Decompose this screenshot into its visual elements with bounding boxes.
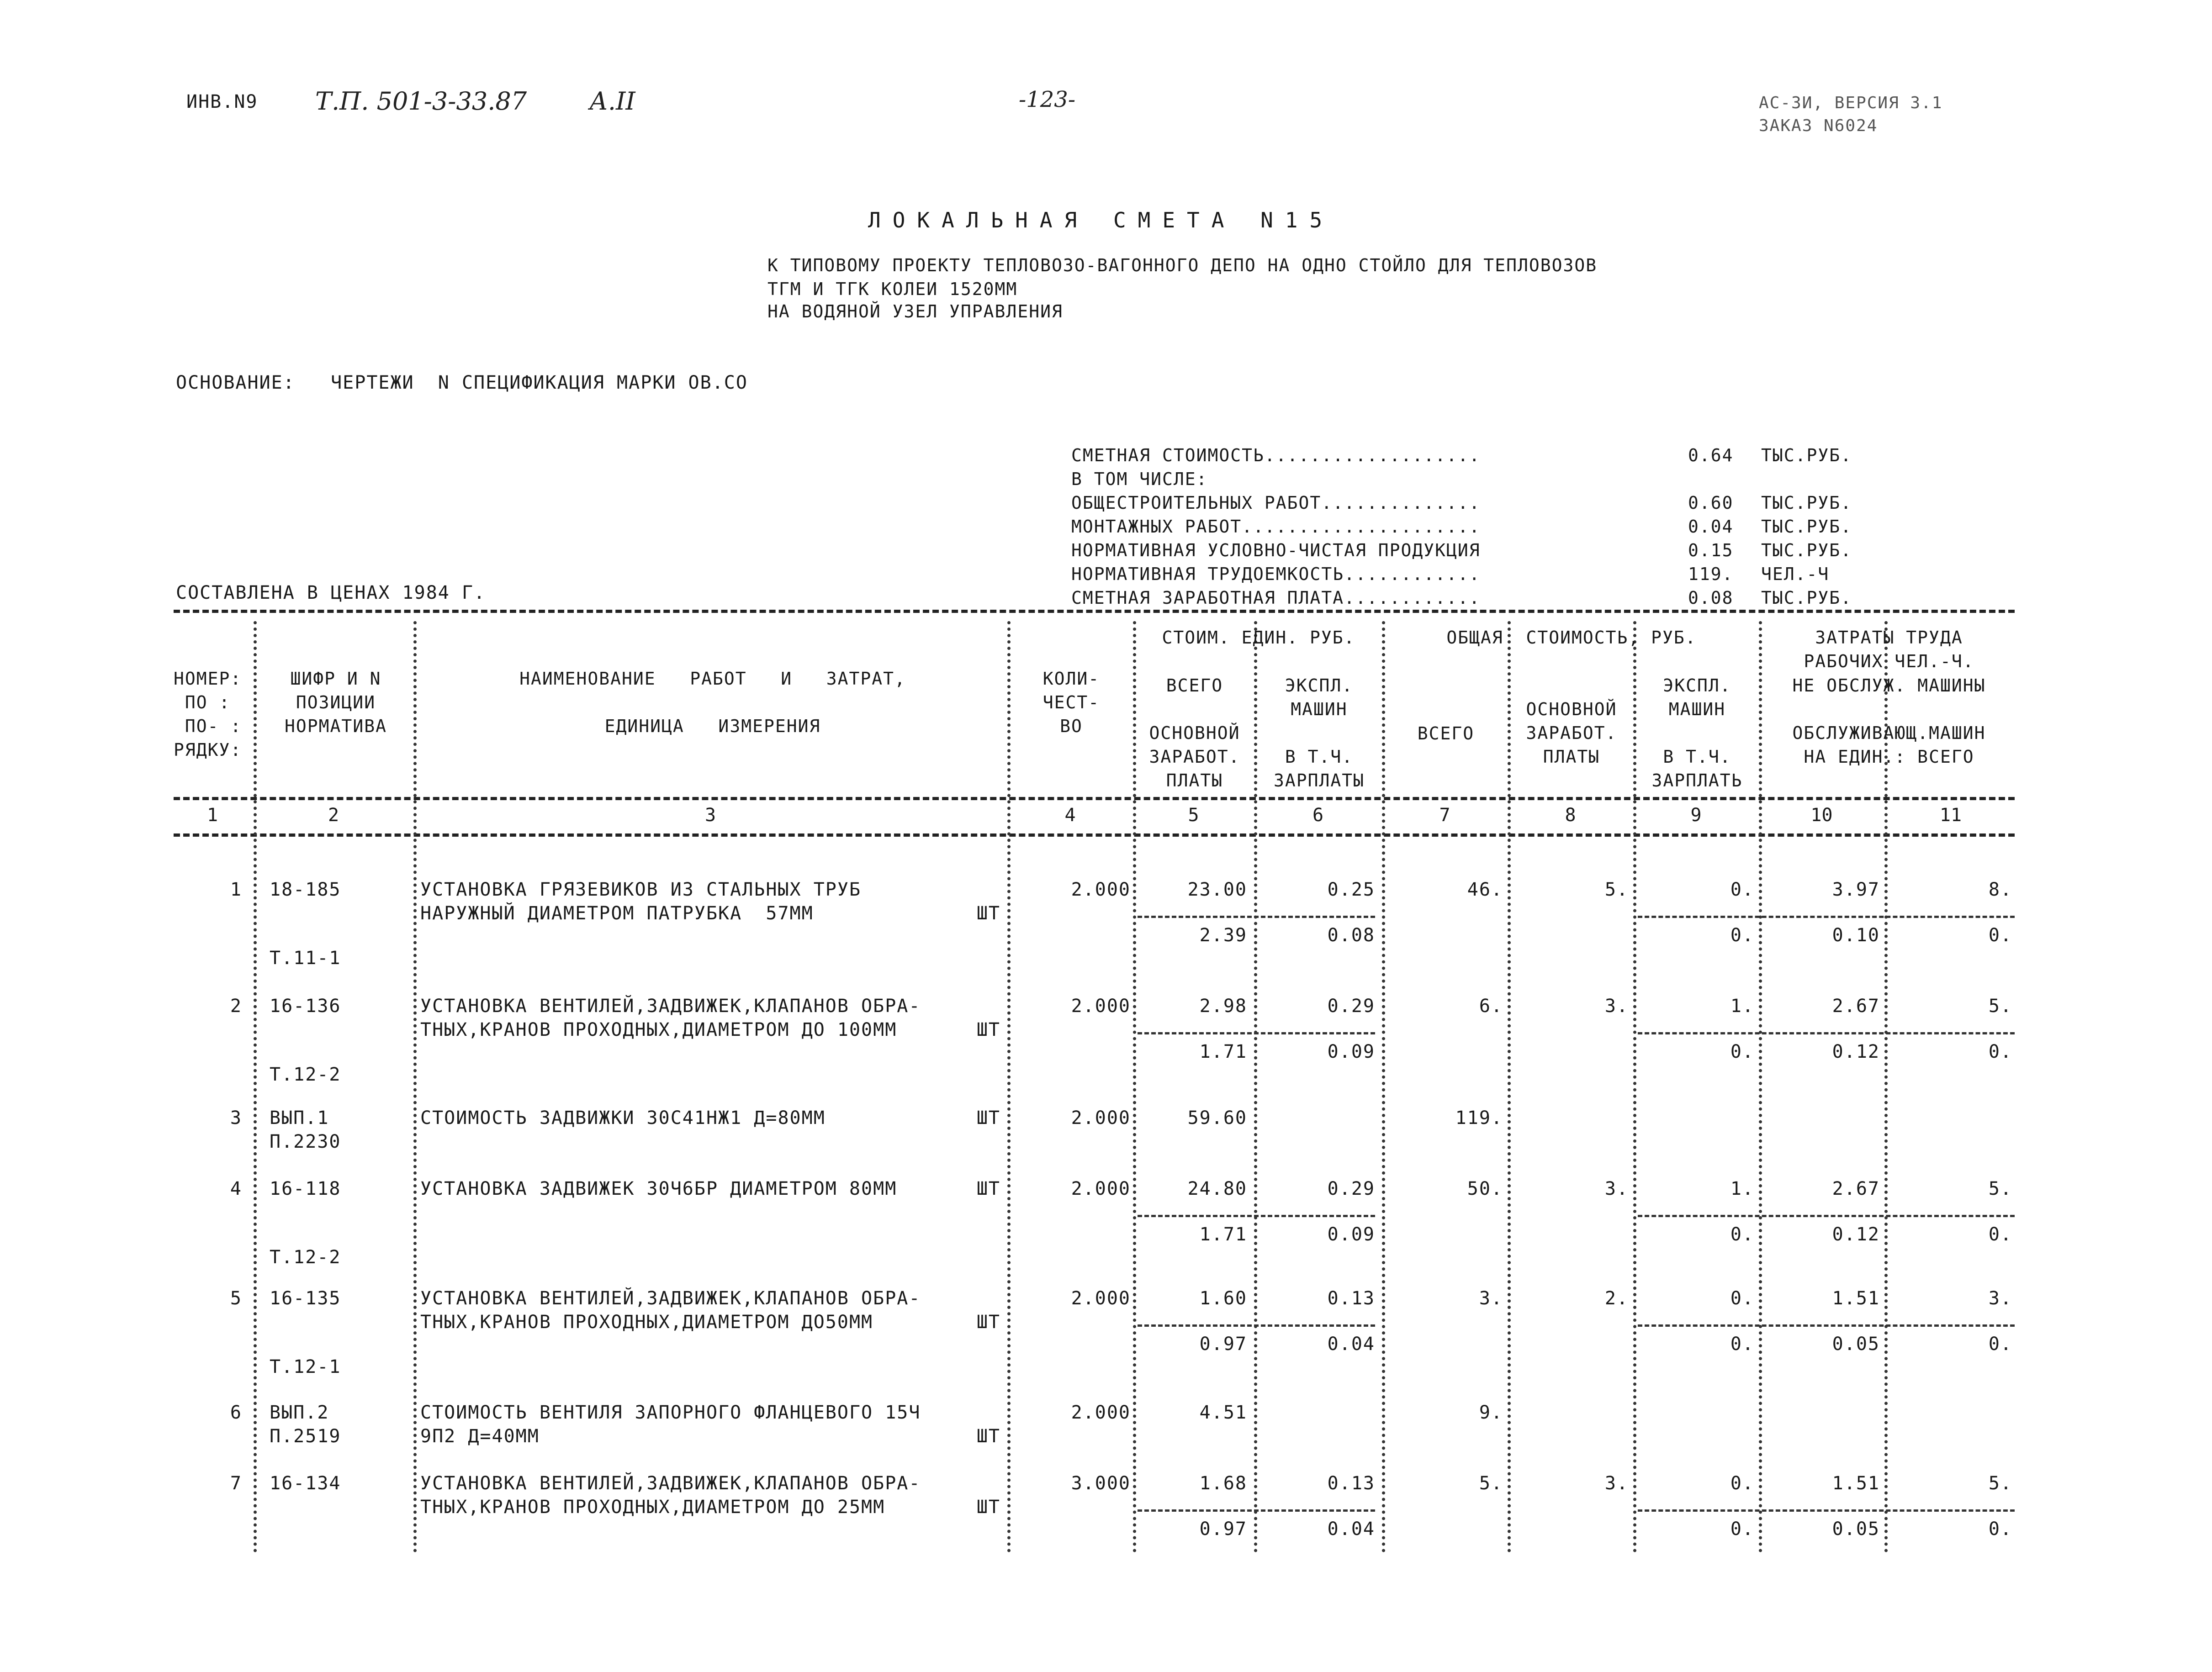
header-c5: ВСЕГО ОСНОВНОЙ ЗАРАБОТ. ПЛАТЫ (1149, 675, 1240, 791)
unit-cost-total: 24.80 (1187, 1178, 1247, 1199)
subtotal-divider (1638, 1215, 2015, 1217)
subtotal-divider (1138, 1215, 1375, 1217)
work-name: СТОИМОСТЬ ЗАДВИЖКИ 30С41НЖ1 Д=80ММ (420, 1108, 826, 1129)
total-cost: 119. (1455, 1108, 1503, 1129)
unit-cost-machine-salary: 0.08 (1327, 925, 1375, 946)
header-c7: ВСЕГО (1417, 723, 1475, 744)
work-name: УСТАНОВКА ВЕНТИЛЕЙ,ЗАДВИЖЕК,КЛАПАНОВ ОБРА- (420, 1288, 921, 1309)
subtotal-divider (1138, 1509, 1375, 1512)
subtotal-divider (1638, 1032, 2015, 1034)
program-version: АС-3И, ВЕРСИЯ 3.1 (1759, 94, 1943, 112)
total-machines: 1. (1730, 996, 1754, 1017)
labor-per-unit: 1.51 (1832, 1288, 1880, 1309)
unit-cost-machine-salary: 0.04 (1327, 1334, 1375, 1355)
colnum-rule (174, 833, 2015, 837)
quantity: 2.000 (1071, 1402, 1131, 1423)
labor-total: 5. (1988, 1473, 2012, 1494)
header-unit-cost: СТОИМ. ЕДИН. РУБ. (1162, 628, 1355, 648)
order-number: ЗАКАЗ N6024 (1759, 116, 1878, 135)
subtotal-divider (1638, 1324, 2015, 1327)
labor-per-unit: 2.67 (1832, 1178, 1880, 1199)
labor-machines-per-unit: 0.10 (1832, 925, 1880, 946)
norm-code-extra: Т.12-2 (270, 1247, 341, 1268)
norm-code: 16-134 (270, 1473, 341, 1494)
row-number: 2 (230, 996, 242, 1017)
column-number: 6 (1312, 805, 1324, 826)
total-base-salary: 2. (1604, 1288, 1629, 1309)
labor-machines-total: 0. (1988, 925, 2012, 946)
column-separator (1254, 621, 1257, 1553)
unit-of-measure: ШТ (976, 1497, 1000, 1518)
work-name: УСТАНОВКА ВЕНТИЛЕЙ,ЗАДВИЖЕК,КЛАПАНОВ ОБРА- (420, 1473, 921, 1494)
total-machines: 0. (1730, 1473, 1754, 1494)
summary-row: В ТОМ ЧИСЛЕ: (1071, 469, 1208, 489)
labor-machines-per-unit: 0.05 (1832, 1519, 1880, 1540)
column-separator (254, 621, 257, 1553)
column-separator (1007, 621, 1011, 1553)
labor-per-unit: 2.67 (1832, 996, 1880, 1017)
norm-code: 16-136 (270, 996, 341, 1017)
unit-cost-machines: 0.13 (1327, 1473, 1375, 1494)
labor-machines-total: 0. (1988, 1041, 2012, 1062)
unit-cost-salary: 0.97 (1199, 1519, 1247, 1540)
labor-per-unit: 1.51 (1832, 1473, 1880, 1494)
work-name: УСТАНОВКА ГРЯЗЕВИКОВ ИЗ СТАЛЬНЫХ ТРУБ (420, 879, 862, 900)
total-base-salary: 3. (1604, 996, 1629, 1017)
summary-row: ОБЩЕСТРОИТЕЛЬНЫХ РАБОТ.............. 0.60 ТЫС.РУБ. (1071, 493, 1852, 513)
unit-of-measure: ШТ (976, 1312, 1000, 1333)
labor-total: 5. (1988, 996, 2012, 1017)
subtotal-divider (1138, 1032, 1375, 1034)
quantity: 3.000 (1071, 1473, 1131, 1494)
album-number: А.II (589, 87, 635, 116)
total-machine-salary: 0. (1730, 1334, 1754, 1355)
total-cost: 5. (1479, 1473, 1503, 1494)
row-number: 5 (230, 1288, 242, 1309)
header-code: ШИФР И N ПОЗИЦИИ НОРМАТИВА (285, 669, 387, 736)
subtotal-divider (1638, 916, 2015, 918)
total-cost: 6. (1479, 996, 1503, 1017)
column-number: 4 (1064, 805, 1076, 826)
work-name-cont: НАРУЖНЫЙ ДИАМЕТРОМ ПАТРУБКА 57ММ (420, 903, 814, 924)
row-number: 6 (230, 1402, 242, 1423)
total-machines: 1. (1730, 1178, 1754, 1199)
unit-cost-machine-salary: 0.09 (1327, 1041, 1375, 1062)
labor-total: 3. (1988, 1288, 2012, 1309)
inventory-number: ИНВ.N9 (186, 91, 258, 112)
column-separator (1382, 621, 1385, 1553)
unit-cost-total: 1.60 (1199, 1288, 1247, 1309)
quantity: 2.000 (1071, 996, 1131, 1017)
work-name-cont: 9П2 Д=40ММ (420, 1426, 540, 1447)
column-separator (1508, 621, 1511, 1553)
labor-total: 8. (1988, 879, 2012, 900)
column-separator (1633, 621, 1636, 1553)
row-number: 4 (230, 1178, 242, 1199)
row-number: 1 (230, 879, 242, 900)
quantity: 2.000 (1071, 1108, 1131, 1129)
unit-cost-total: 23.00 (1187, 879, 1247, 900)
header-rule (174, 797, 2015, 800)
unit-cost-salary: 1.71 (1199, 1224, 1247, 1245)
column-number: 11 (1939, 805, 1962, 826)
unit-cost-machine-salary: 0.09 (1327, 1224, 1375, 1245)
column-number: 7 (1439, 805, 1450, 826)
document-subtitle-2: НА ВОДЯНОЙ УЗЕЛ УПРАВЛЕНИЯ (767, 301, 1063, 322)
norm-code-extra: Т.12-1 (270, 1356, 341, 1377)
subtotal-divider (1138, 916, 1375, 918)
column-separator (1759, 621, 1762, 1553)
work-name-cont: ТНЫХ,КРАНОВ ПРОХОДНЫХ,ДИАМЕТРОМ ДО 100ММ (420, 1019, 897, 1040)
header-labor: ЗАТРАТЫ ТРУДА РАБОЧИХ ЧЕЛ.-Ч. (1804, 628, 1974, 671)
norm-code-extra: П.2519 (270, 1426, 341, 1447)
summary-row: СМЕТНАЯ СТОИМОСТЬ................... 0.64 ТЫС.РУБ. (1071, 445, 1852, 465)
unit-cost-machines: 0.25 (1327, 879, 1375, 900)
norm-code-extra: Т.11-1 (270, 948, 341, 969)
unit-cost-salary: 0.97 (1199, 1334, 1247, 1355)
column-number: 8 (1565, 805, 1576, 826)
quantity: 2.000 (1071, 1178, 1131, 1199)
header-work-name: НАИМЕНОВАНИЕ РАБОТ И ЗАТРАТ, ЕДИНИЦА ИЗМЕРЕНИЯ (519, 669, 906, 736)
total-cost: 50. (1467, 1178, 1503, 1199)
column-number: 3 (704, 805, 716, 826)
column-number: 5 (1188, 805, 1199, 826)
header-quantity: КОЛИ- ЧЕСТ- ВО (1042, 669, 1100, 736)
document-title: ЛОКАЛЬНАЯ СМЕТА N15 (868, 208, 1334, 232)
basis-line: ОСНОВАНИЕ: ЧЕРТЕЖИ N СПЕЦИФИКАЦИЯ МАРКИ ОВ.СО (176, 372, 748, 393)
project-code: Т.П. 501-3-33.87 (315, 87, 527, 116)
header-c6: ЭКСПЛ. МАШИН В Т.Ч. ЗАРПЛАТЫ (1273, 675, 1365, 791)
column-number: 1 (206, 805, 218, 826)
total-machine-salary: 0. (1730, 1041, 1754, 1062)
document-subtitle: К ТИПОВОМУ ПРОЕКТУ ТЕПЛОВОЗО-ВАГОННОГО ДЕПО НА ОДНО СТОЙЛО ДЛЯ ТЕПЛОВОЗОВ ТГМ И ТГК КОЛЕИ 1520ММ (767, 255, 1598, 299)
quantity: 2.000 (1071, 879, 1131, 900)
total-cost: 3. (1479, 1288, 1503, 1309)
work-name: СТОИМОСТЬ ВЕНТИЛЯ ЗАПОРНОГО ФЛАНЦЕВОГО 15Ч (420, 1402, 921, 1423)
header-c10: НЕ ОБСЛУЖ. МАШИНЫ ОБСЛУЖИВАЮЩ.МАШИН НА ЕДИН.: ВСЕГО (1792, 675, 1986, 767)
total-machine-salary: 0. (1730, 1519, 1754, 1540)
norm-code: ВЫП.1 (270, 1108, 329, 1129)
unit-cost-machines: 0.13 (1327, 1288, 1375, 1309)
header-c8: ОСНОВНОЙ ЗАРАБОТ. ПЛАТЫ (1526, 699, 1617, 767)
unit-cost-total: 4.51 (1199, 1402, 1247, 1423)
labor-machines-total: 0. (1988, 1334, 2012, 1355)
header-row-number: НОМЕР: ПО : ПО- : РЯДКУ: (174, 669, 242, 760)
total-machine-salary: 0. (1730, 925, 1754, 946)
total-cost: 46. (1467, 879, 1503, 900)
total-base-salary: 5. (1604, 879, 1629, 900)
norm-code: 18-185 (270, 879, 341, 900)
column-number: 9 (1690, 805, 1702, 826)
unit-of-measure: ШТ (976, 1426, 1000, 1447)
work-name-cont: ТНЫХ,КРАНОВ ПРОХОДНЫХ,ДИАМЕТРОМ ДО 25ММ (420, 1497, 885, 1518)
labor-machines-per-unit: 0.12 (1832, 1041, 1880, 1062)
total-machines: 0. (1730, 879, 1754, 900)
labor-per-unit: 3.97 (1832, 879, 1880, 900)
labor-machines-per-unit: 0.12 (1832, 1224, 1880, 1245)
unit-of-measure: ШТ (976, 1108, 1000, 1129)
column-number: 10 (1810, 805, 1833, 826)
unit-cost-total: 59.60 (1187, 1108, 1247, 1129)
norm-code: ВЫП.2 (270, 1402, 329, 1423)
unit-cost-total: 1.68 (1199, 1473, 1247, 1494)
unit-of-measure: ШТ (976, 1178, 1000, 1199)
norm-code: 16-135 (270, 1288, 341, 1309)
labor-machines-total: 0. (1988, 1224, 2012, 1245)
norm-code-extra: П.2230 (270, 1131, 341, 1152)
work-name: УСТАНОВКА ВЕНТИЛЕЙ,ЗАДВИЖЕК,КЛАПАНОВ ОБРА- (420, 996, 921, 1017)
summary-row: СМЕТНАЯ ЗАРАБОТНАЯ ПЛАТА............ 0.08 ТЫС.РУБ. (1071, 588, 1852, 608)
summary-row: НОРМАТИВНАЯ ТРУДОЕМКОСТЬ............ 119. ЧЕЛ.-Ч (1071, 564, 1830, 584)
unit-cost-machines: 0.29 (1327, 996, 1375, 1017)
header-c9: ЭКСПЛ. МАШИН В Т.Ч. ЗАРПЛАТЬ (1651, 675, 1743, 791)
unit-cost-machine-salary: 0.04 (1327, 1519, 1375, 1540)
unit-cost-total: 2.98 (1199, 996, 1247, 1017)
column-separator (1133, 621, 1136, 1553)
unit-cost-machines: 0.29 (1327, 1178, 1375, 1199)
norm-code: 16-118 (270, 1178, 341, 1199)
unit-cost-salary: 2.39 (1199, 925, 1247, 946)
work-name: УСТАНОВКА ЗАДВИЖЕК 30Ч6БР ДИАМЕТРОМ 80ММ (420, 1178, 897, 1199)
subtotal-divider (1638, 1509, 2015, 1512)
column-number: 2 (328, 805, 339, 826)
total-machine-salary: 0. (1730, 1224, 1754, 1245)
labor-machines-per-unit: 0.05 (1832, 1334, 1880, 1355)
unit-of-measure: ШТ (976, 903, 1000, 924)
total-cost: 9. (1479, 1402, 1503, 1423)
header-total-cost: ОБЩАЯ СТОИМОСТЬ, РУБ. (1446, 628, 1697, 648)
compiled-prices: СОСТАВЛЕНА В ЦЕНАХ 1984 Г. (176, 582, 486, 603)
row-number: 3 (230, 1108, 242, 1129)
unit-cost-salary: 1.71 (1199, 1041, 1247, 1062)
subtotal-divider (1138, 1324, 1375, 1327)
summary-row: НОРМАТИВНАЯ УСЛОВНО-ЧИСТАЯ ПРОДУКЦИЯ 0.15 ТЫС.РУБ. (1071, 540, 1852, 560)
total-base-salary: 3. (1604, 1473, 1629, 1494)
total-base-salary: 3. (1604, 1178, 1629, 1199)
total-machines: 0. (1730, 1288, 1754, 1309)
quantity: 2.000 (1071, 1288, 1131, 1309)
page-number: -123- (1019, 87, 1076, 112)
column-separator (413, 621, 417, 1553)
norm-code-extra: Т.12-2 (270, 1064, 341, 1085)
table-top-rule (174, 610, 2015, 613)
summary-row: МОНТАЖНЫХ РАБОТ..................... 0.04 ТЫС.РУБ. (1071, 517, 1852, 537)
unit-of-measure: ШТ (976, 1019, 1000, 1040)
labor-machines-total: 0. (1988, 1519, 2012, 1540)
row-number: 7 (230, 1473, 242, 1494)
work-name-cont: ТНЫХ,КРАНОВ ПРОХОДНЫХ,ДИАМЕТРОМ ДО50ММ (420, 1312, 873, 1333)
labor-total: 5. (1988, 1178, 2012, 1199)
